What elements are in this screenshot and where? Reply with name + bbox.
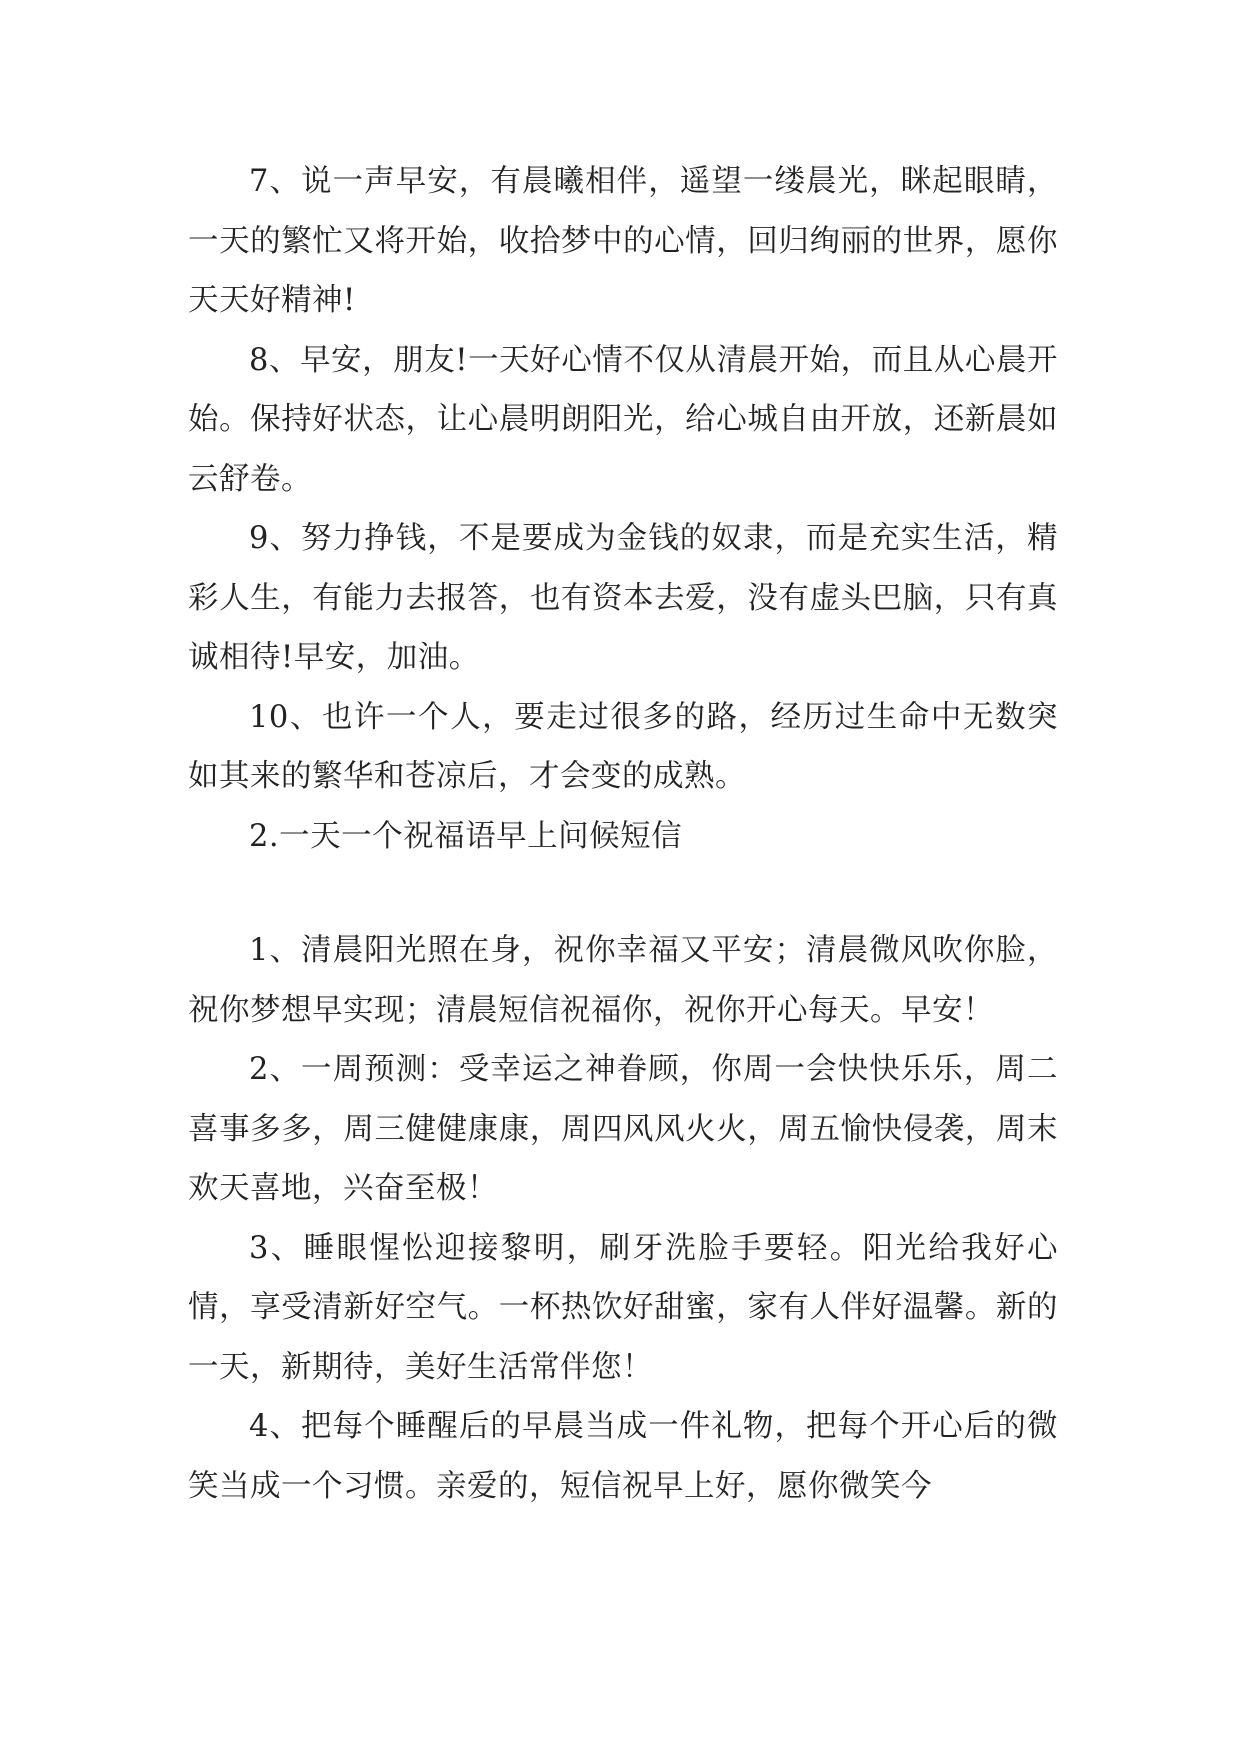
paragraph-greeting-4: 4、把每个睡醒后的早晨当成一件礼物，把每个开心后的微笑当成一个习惯。亲爱的，短信祝早上好，愿你微笑今: [188, 1409, 1058, 1504]
document-page: [188, 152, 1058, 1516]
paragraph-item-8: 8、早安，朋友!一天好心情不仅从清晨开始，而且从心晨开始。保持好状态，让心晨明朗阳光，给心城自由开放，还新晨如云舒卷。: [188, 342, 1058, 497]
paragraph-item-9: 9、努力挣钱，不是要成为金钱的奴隶，而是充实生活，精彩人生，有能力去报答，也有资本去爱，没有虚头巴脑，只有真诚相待!早安，加油。: [188, 521, 1058, 675]
paragraph-item-7: 7、说一声早安，有晨曦相伴，遥望一缕晨光，眯起眼睛，一天的繁忙又将开始，收拾梦中的心情，回归绚丽的世界，愿你天天好精神!: [188, 164, 1058, 318]
paragraph-greeting-3: 3、睡眼惺忪迎接黎明，刷牙洗脸手要轻。阳光给我好心情，享受清新好空气。一杯热饮好甜蜜，家有人伴好温馨。新的一天，新期待，美好生活常伴您！: [188, 1230, 1058, 1385]
paragraph-greeting-2: 2、一周预测：受幸运之神眷顾，你周一会快快乐乐，周二喜事多多，周三健健康康，周四风风火火，周五愉快侵袭，周末欢天喜地，兴奋至极！: [188, 1052, 1058, 1206]
paragraph-item-10: 10、也许一个人，要走过很多的路，经历过生命中无数突如其来的繁华和苍凉后，才会变的成熟。: [188, 699, 1058, 794]
paragraph-greeting-1: 1、清晨阳光照在身，祝你幸福又平安；清晨微风吹你脸，祝你梦想早实现；清晨短信祝福你，祝你开心每天。早安！: [188, 933, 1058, 1028]
section-heading: 2.一天一个祝福语早上问候短信: [249, 818, 683, 854]
section-gap: [188, 866, 1058, 921]
